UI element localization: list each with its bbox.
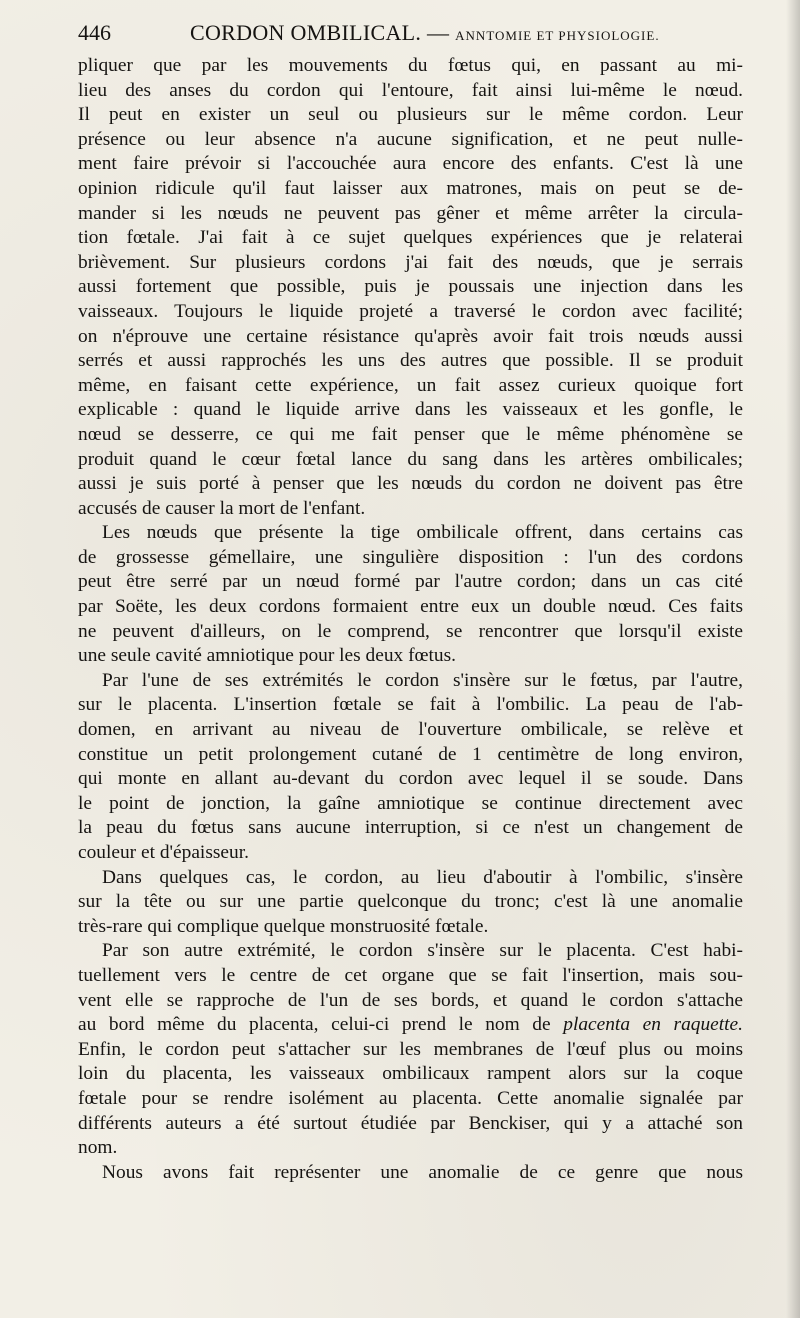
- text-line: Enfin, le cordon peut s'attacher sur les membranes de l'œuf plus ou moins: [78, 1038, 743, 1060]
- text-line-with-italic: [78, 1013, 743, 1038]
- text-line: vent elle se rapproche de l'un de ses bords, et quand le cordon s'attache: [78, 989, 743, 1011]
- text-line: explicable : quand le liquide arrive dans les vaisseaux et les gonfle, le: [78, 399, 743, 421]
- text-line: une seule cavité amniotique pour les deux fœtus.: [78, 645, 457, 667]
- text-line: loin du placenta, les vaisseaux ombilicaux rampent alors sur la coque: [78, 1063, 743, 1085]
- text-line: Par l'une de ses extrémités le cordon s'insère sur le fœtus, par l'autre,: [102, 669, 743, 691]
- text-line: tion fœtale. J'ai fait à ce sujet quelques expériences que je relaterai: [78, 227, 743, 249]
- text-line: différents auteurs a été surtout étudiée par Benckiser, qui y a attaché son: [78, 1112, 743, 1134]
- text-line: fœtale pour se rendre isolément au placenta. Cette anomalie signalée par: [78, 1087, 743, 1109]
- text-line: le point de jonction, la gaîne amniotique se continue directement avec: [78, 792, 743, 814]
- page-number: 446: [78, 20, 111, 45]
- text-line: produit quand le cœur fœtal lance du sang dans les artères ombilicales;: [78, 448, 743, 470]
- text-line: Dans quelques cas, le cordon, au lieu d'aboutir à l'ombilic, s'insère: [102, 866, 743, 888]
- text-line: Par son autre extrémité, le cordon s'insère sur le placenta. C'est habi-: [102, 940, 743, 962]
- text-line: Les nœuds que présente la tige ombilicale offrent, dans certains cas: [102, 522, 743, 544]
- paragraph-final: [78, 1161, 743, 1186]
- text-line: constitue un petit prolongement cutané de 1 centimètre de long environ,: [78, 743, 743, 765]
- text-line: sur le placenta. L'insertion fœtale se fait à l'ombilic. La peau de l'ab-: [78, 694, 743, 716]
- text-line: pliquer que par les mouvements du fœtus qui, en passant au mi-: [78, 55, 743, 76]
- page-edge-shadow: [786, 0, 800, 1318]
- text-line: on n'éprouve une certaine résistance qu'après avoir fait trois nœuds aussi: [78, 325, 743, 347]
- paragraph-anomaly: [78, 866, 743, 940]
- text-line: nœud se desserre, ce qui me fait penser que le même phénomène se: [78, 423, 743, 445]
- text-line: par Soëte, les deux cordons formaient entre eux un double nœud. Ces faits: [78, 596, 743, 618]
- text-line: couleur et d'épaisseur.: [78, 842, 249, 863]
- text-line: brièvement. Sur plusieurs cordons j'ai fait des nœuds, que je serrais: [78, 251, 743, 273]
- text-line: serrés et aussi rapprochés les uns des autres que possible. Il se produit: [78, 350, 743, 372]
- title-separator: —: [427, 20, 450, 45]
- paragraph-twin-knots: [78, 521, 743, 669]
- text-line: Nous avons fait représenter une anomalie de ce genre que nous: [102, 1161, 743, 1183]
- running-header: [78, 18, 743, 48]
- text-line: la peau du fœtus sans aucune interruption, si ce n'est un changement de: [78, 817, 743, 839]
- line-text: au bord même du placenta, celui-ci prend le nom de: [78, 1014, 551, 1036]
- body-text: [78, 54, 743, 1185]
- text-line: présence ou leur absence n'a aucune signification, et ne peut nulle-: [78, 128, 743, 150]
- chapter-subtitle: ANNTOMIE ET PHYSIOLOGIE.: [455, 28, 660, 43]
- text-line: vaisseaux. Toujours le liquide projeté a traversé le cordon avec facilité;: [78, 300, 743, 322]
- text-line: aussi fortement que possible, puis je poussais une injection dans les: [78, 276, 743, 298]
- text-line: même, en faisant cette expérience, un fait assez curieux quoique fort: [78, 374, 743, 396]
- text-line: accusés de causer la mort de l'enfant.: [78, 497, 366, 519]
- text-line: nom.: [78, 1137, 118, 1159]
- text-line: domen, en arrivant au niveau de l'ouverture ombilicale, se relève et: [78, 719, 743, 741]
- paragraph-placental-insertion: [78, 939, 743, 1160]
- text-line: Il peut en exister un seul ou plusieurs sur le même cordon. Leur: [78, 104, 743, 126]
- text-line: ne peuvent d'ailleurs, on le comprend, se rencontrer que lorsqu'il existe: [78, 620, 743, 642]
- running-title: [190, 18, 660, 51]
- text-line: opinion ridicule qu'il faut laisser aux matrones, mais on peut se de-: [78, 177, 743, 199]
- paragraph-knots-circulation: [78, 54, 743, 521]
- text-line: sur la tête ou sur une partie quelconque du tronc; c'est là une anomalie: [78, 891, 743, 913]
- text-line: lieu des anses du cordon qui l'entoure, fait ainsi lui-même le nœud.: [78, 79, 743, 101]
- paragraph-fetal-insertion: [78, 669, 743, 866]
- chapter-title: CORDON OMBILICAL.: [190, 20, 422, 45]
- text-line: de grossesse gémellaire, une singulière disposition : l'un des cordons: [78, 546, 743, 568]
- text-line: mander si les nœuds ne peuvent pas gêner et même arrêter la circula-: [78, 202, 743, 224]
- text-line: qui monte en allant au-devant du cordon avec lequel il se soude. Dans: [78, 768, 743, 790]
- text-line: peut être serré par un nœud formé par l'autre cordon; dans un cas cité: [78, 571, 743, 593]
- text-line: aussi je suis porté à penser que les nœuds du cordon ne doivent pas être: [78, 473, 743, 495]
- italic-term: placenta en raquette.: [563, 1014, 744, 1036]
- text-line: ment faire prévoir si l'accouchée aura encore des enfants. C'est là une: [78, 153, 743, 175]
- text-line: très-rare qui complique quelque monstruosité fœtale.: [78, 915, 489, 937]
- text-line: tuellement vers le centre de cet organe que se fait l'insertion, mais sou-: [78, 964, 743, 986]
